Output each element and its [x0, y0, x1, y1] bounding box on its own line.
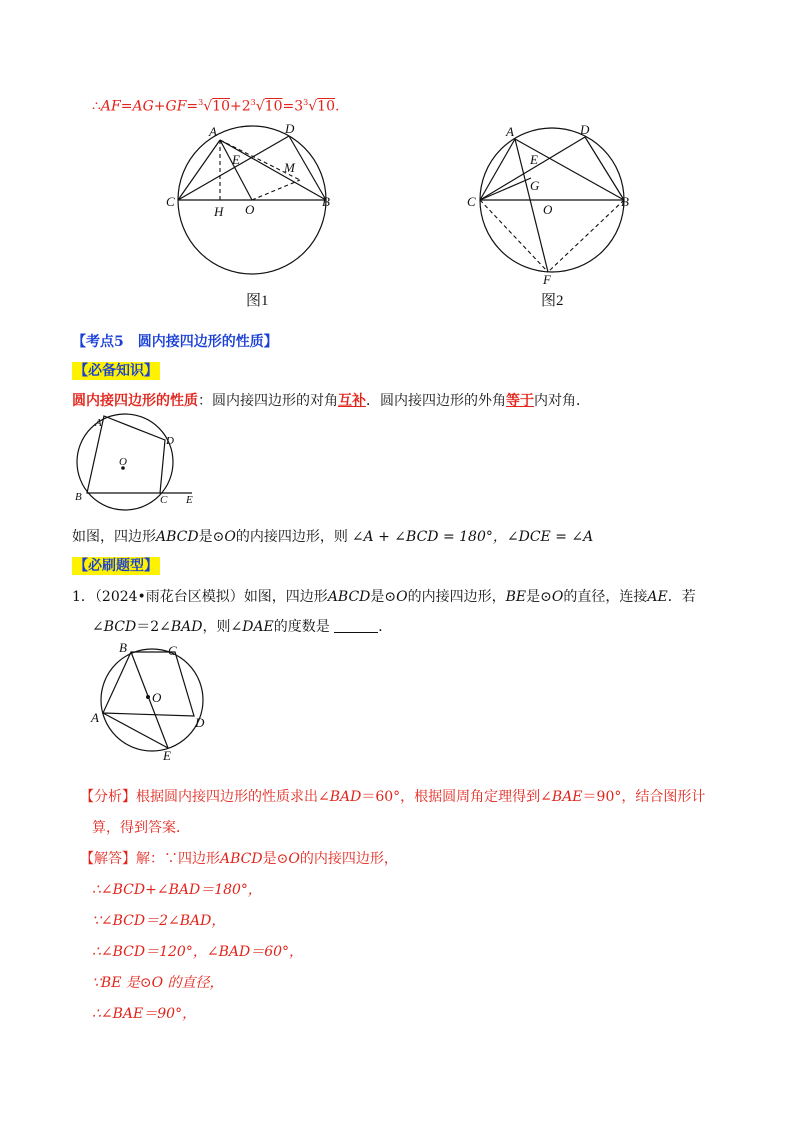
solution-intro: 【解答】解：∵四边形ABCD是⊙O的内接四边形，	[80, 851, 398, 867]
quad-label-e: E	[186, 494, 193, 506]
section-title: 【考点5 圆内接四边形的性质】	[72, 334, 278, 350]
solution-step1: ∴∠BCD+∠BAD＝180°，	[92, 882, 262, 898]
p1-center-dot	[146, 695, 150, 699]
p1-label-o: O	[152, 690, 162, 705]
figure2-diagram	[462, 118, 640, 288]
solution-step5: ∴∠BAE＝90°，	[92, 1006, 197, 1022]
fig2-label-g: G	[530, 178, 540, 193]
problem1-line2: ∠BCD＝2∠BAD，则∠DAE的度数是 ．	[92, 619, 393, 635]
fig1-label-h: H	[214, 204, 224, 219]
fig1-label-a: A	[209, 124, 217, 139]
answer-blank	[334, 618, 378, 633]
quad-label-a: A	[95, 417, 102, 429]
p1-diameter-be	[131, 652, 168, 748]
solution-step3: ∴∠BCD＝120°，∠BAD＝60°，	[92, 944, 304, 960]
analysis-line2: 算，得到答案．	[92, 820, 190, 836]
property-line: 圆内接四边形的性质：圆内接四边形的对角互补．圆内接四边形的外角等于内对角．	[72, 393, 590, 409]
quad-label-d: D	[166, 435, 174, 447]
solution-step2: ∵∠BCD＝2∠BAD，	[92, 913, 226, 929]
quad-label-c: C	[160, 494, 168, 506]
p1-label-d: D	[195, 715, 205, 730]
exercise-tag: 【必刷题型】	[74, 558, 158, 574]
fig1-label-c: C	[166, 194, 175, 209]
p1-label-a: A	[91, 710, 99, 725]
fig2-dash-bf	[548, 200, 624, 272]
fig2-label-e: E	[530, 152, 538, 167]
fig2-label-d: D	[580, 122, 590, 137]
fig2-label-c: C	[467, 194, 476, 209]
quad-label-o: O	[119, 456, 127, 468]
p1-seg-ae	[103, 713, 168, 748]
solution-step4: ∵BE 是⊙O 的直径，	[92, 975, 224, 991]
fig2-seg-ac	[480, 139, 515, 200]
fig1-seg-cd	[178, 136, 289, 200]
fig2-label-a: A	[506, 124, 514, 139]
p1-quad-abcd	[103, 652, 194, 716]
fig2-seg-cg	[480, 178, 531, 200]
analysis-line1: 【分析】根据圆内接四边形的性质求出∠BAD＝60°，根据圆周角定理得到∠BAE＝90°，结合图形计	[80, 789, 706, 805]
fig1-label-m: M	[284, 160, 295, 175]
p1-label-b: B	[119, 640, 127, 655]
fig1-label-e: E	[232, 152, 240, 167]
quad-label-b: B	[75, 491, 82, 503]
problem1-diagram	[90, 640, 210, 765]
fig2-label-f: F	[543, 272, 551, 287]
fig1-label-b: B	[322, 194, 330, 209]
p1-label-c: C	[168, 643, 177, 658]
figure2-caption: 图2	[541, 293, 564, 309]
problem1-line1: 1．（2024•雨花台区模拟）如图，四边形ABCD是⊙O的内接四边形，BE是⊙O的直径，连接AE．若	[72, 589, 696, 605]
fig2-label-o: O	[543, 202, 553, 217]
quad-diagram	[70, 412, 200, 512]
example-line: 如图，四边形ABCD是⊙O的内接四边形，则 ∠A + ∠BCD = 180°，∠DCE = ∠A	[72, 529, 594, 545]
fig2-seg-db	[585, 137, 624, 200]
fig1-label-o: O	[245, 202, 255, 217]
knowledge-tag: 【必备知识】	[74, 363, 158, 379]
figure1-caption: 图1	[246, 293, 269, 309]
fig1-label-d: D	[285, 121, 295, 136]
p1-label-e: E	[163, 748, 171, 763]
top-formula: $\therefore AF=AG+GF=^3√10+2^3√10=3^3√10$.	[92, 98, 340, 115]
fig1-dash-om	[252, 180, 300, 200]
fig2-label-b: B	[621, 194, 629, 209]
figure1-diagram	[160, 118, 350, 288]
